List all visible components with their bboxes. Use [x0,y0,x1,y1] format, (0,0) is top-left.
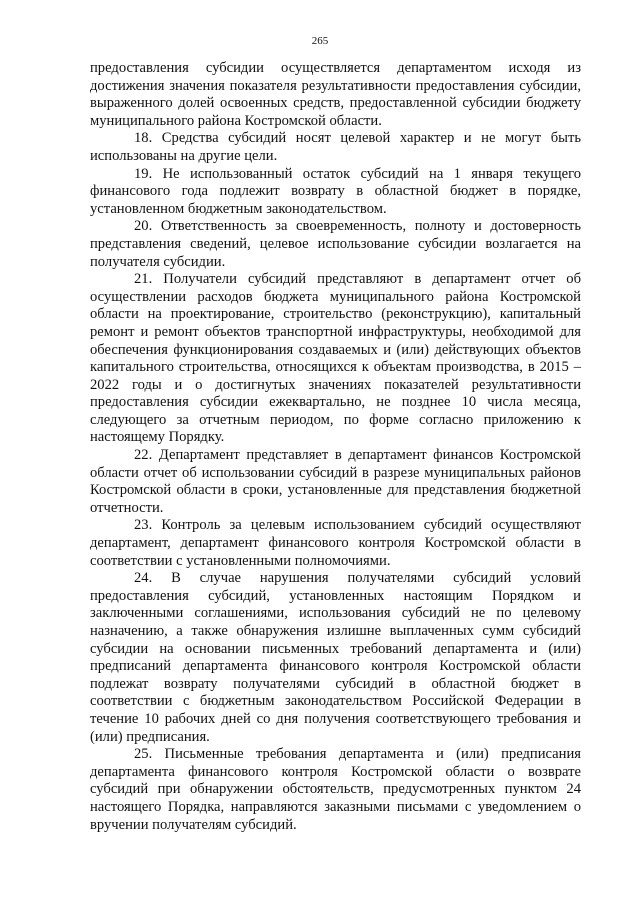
paragraph-continuation: предоставления субсидии осуществляется департаментом исходя из достижения значения показателя результативности предоставления субсидии, выраженного долей освоенных средств, предоставленной субсидии бюджету муниципального района Костромской области. [90,60,581,129]
paragraph-20: 20. Ответственность за своевременность, полноту и достоверность представления сведений, целевое использование субсидии возлагается на получателя субсидии. [90,218,581,270]
paragraph-25: 25. Письменные требования департамента и (или) предписания департамента финансового контроля Костромской области о возврате субсидий при обнаружении обстоятельств, предусмотренных пунктом 24 настоящего Порядка, направляются заказными письмами с уведомлением о вручении получателям субсидий. [90,746,581,833]
paragraph-19: 19. Не использованный остаток субсидий на 1 января текущего финансового года подлежит возврату в областной бюджет в порядке, установленном бюджетным законодательством. [90,165,581,217]
paragraph-24: 24. В случае нарушения получателями субсидий условий предоставления субсидий, установленных настоящим Порядком и заключенными соглашениями, использования субсидий не по целевому назначению, а также обнаружения излишне выплаченных сумм субсидий субсидии на основании письменных требований департамента и (или) предписаний департамента финансового контроля Костромской области подлежат возврату получателями субсидий в областной бюджет в соответствии с бюджетным законодательством Российской Федерации в течение 10 рабочих дней со дня получения соответствующего требования и (или) предписания. [90,570,581,745]
paragraph-22: 22. Департамент представляет в департамент финансов Костромской области отчет об использовании субсидий в разрезе муниципальных районов Костромской области в сроки, установленные для представления бюджетной отчетности. [90,447,581,516]
document-body [90,60,581,834]
paragraph-23: 23. Контроль за целевым использованием субсидий осуществляют департамент, департамент финансового контроля Костромской области в соответствии с установленными полномочиями. [90,517,581,569]
paragraph-21: 21. Получатели субсидий представляют в департамент отчет об осуществлении расходов бюджета муниципального района Костромской области на проектирование, строительство (реконструкцию), капитальный ремонт и ремонт объектов транспортной инфраструктуры, необходимой для обеспечения функционирования создаваемых и (или) действующих объектов капитального строительства, относящихся к объектам производства, в 2015 – 2022 годы и о достигнутых значениях показателей результативности предоставления субсидии ежеквартально, не позднее 10 числа месяца, следующего за отчетным периодом, по форме согласно приложению к настоящему Порядку. [90,271,581,446]
page-number: 265 [311,35,329,47]
paragraph-18: 18. Средства субсидий носят целевой характер и не могут быть использованы на другие цели. [90,130,581,164]
